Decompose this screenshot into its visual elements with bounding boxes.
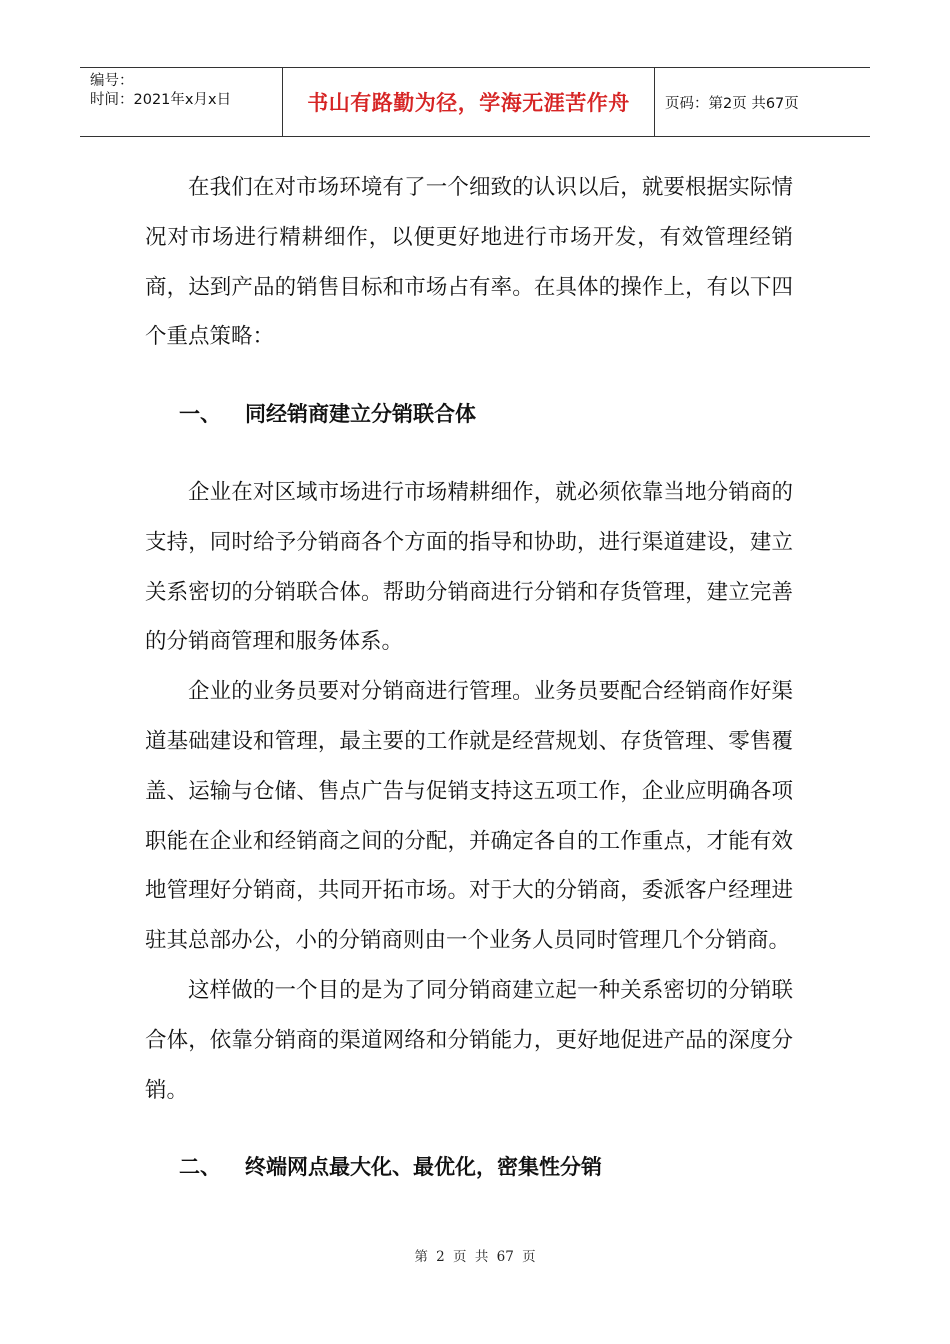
section-number-1: 一、 (179, 402, 221, 427)
paragraph-3: 企业的业务员要对分销商进行管理。业务员要配合经销商作好渠道基础建设和管理，最主要的工作就是经营规划、存货管理、零售覆盖、运输与仓储、售点广告与促销支持这五项工作，企业应明确各项职能在企业和经销商之间的分配，并确定各自的工作重点，才能有效地管理好分销商，共同开拓市场。对于大的分销商，委派客户经理进驻其总部办公，小的分销商则由一个业务人员同时管理几个分销商。 (145, 679, 793, 954)
header-meta (80, 68, 283, 136)
paragraph-4: 这样做的一个目的是为了同分销商建立起一种关系密切的分销联合体，依靠分销商的渠道网络和分销能力，更好地促进产品的深度分销。 (145, 977, 793, 1103)
header-motto: 书山有路勤为径，学海无涯苦作舟 (283, 68, 655, 136)
section-title-1: 同经销商建立分销联合体 (245, 402, 476, 427)
section-number-2: 二、 (179, 1155, 221, 1180)
paragraph-2: 企业在对区域市场进行市场精耕细作，就必须依靠当地分销商的支持，同时给予分销商各个方面的指导和协助，进行渠道建设，建立关系密切的分销联合体。帮助分销商进行分销和存货管理，建立完善的分销商管理和服务体系。 (145, 479, 793, 655)
header-table (80, 67, 870, 137)
section-heading-1 (145, 390, 793, 440)
paragraph-intro: 在我们在对市场环境有了一个细致的认识以后，就要根据实际情况对市场进行精耕细作，以便更好地进行市场开发，有效管理经销商，达到产品的销售目标和市场占有率。在具体的操作上，有以下四个重点策略： (145, 175, 793, 350)
serial-label: 编号： (90, 73, 134, 89)
header-page-code: 页码：第2页 共67页 (665, 95, 799, 112)
time-label: 时间：2021年x月x日 (90, 92, 232, 108)
section-heading-2 (145, 1143, 793, 1193)
section-title-2: 终端网点最大化、最优化，密集性分销 (245, 1155, 602, 1180)
page-footer: 第 2 页 共 67 页 (414, 1249, 536, 1265)
document-body (145, 163, 793, 1193)
